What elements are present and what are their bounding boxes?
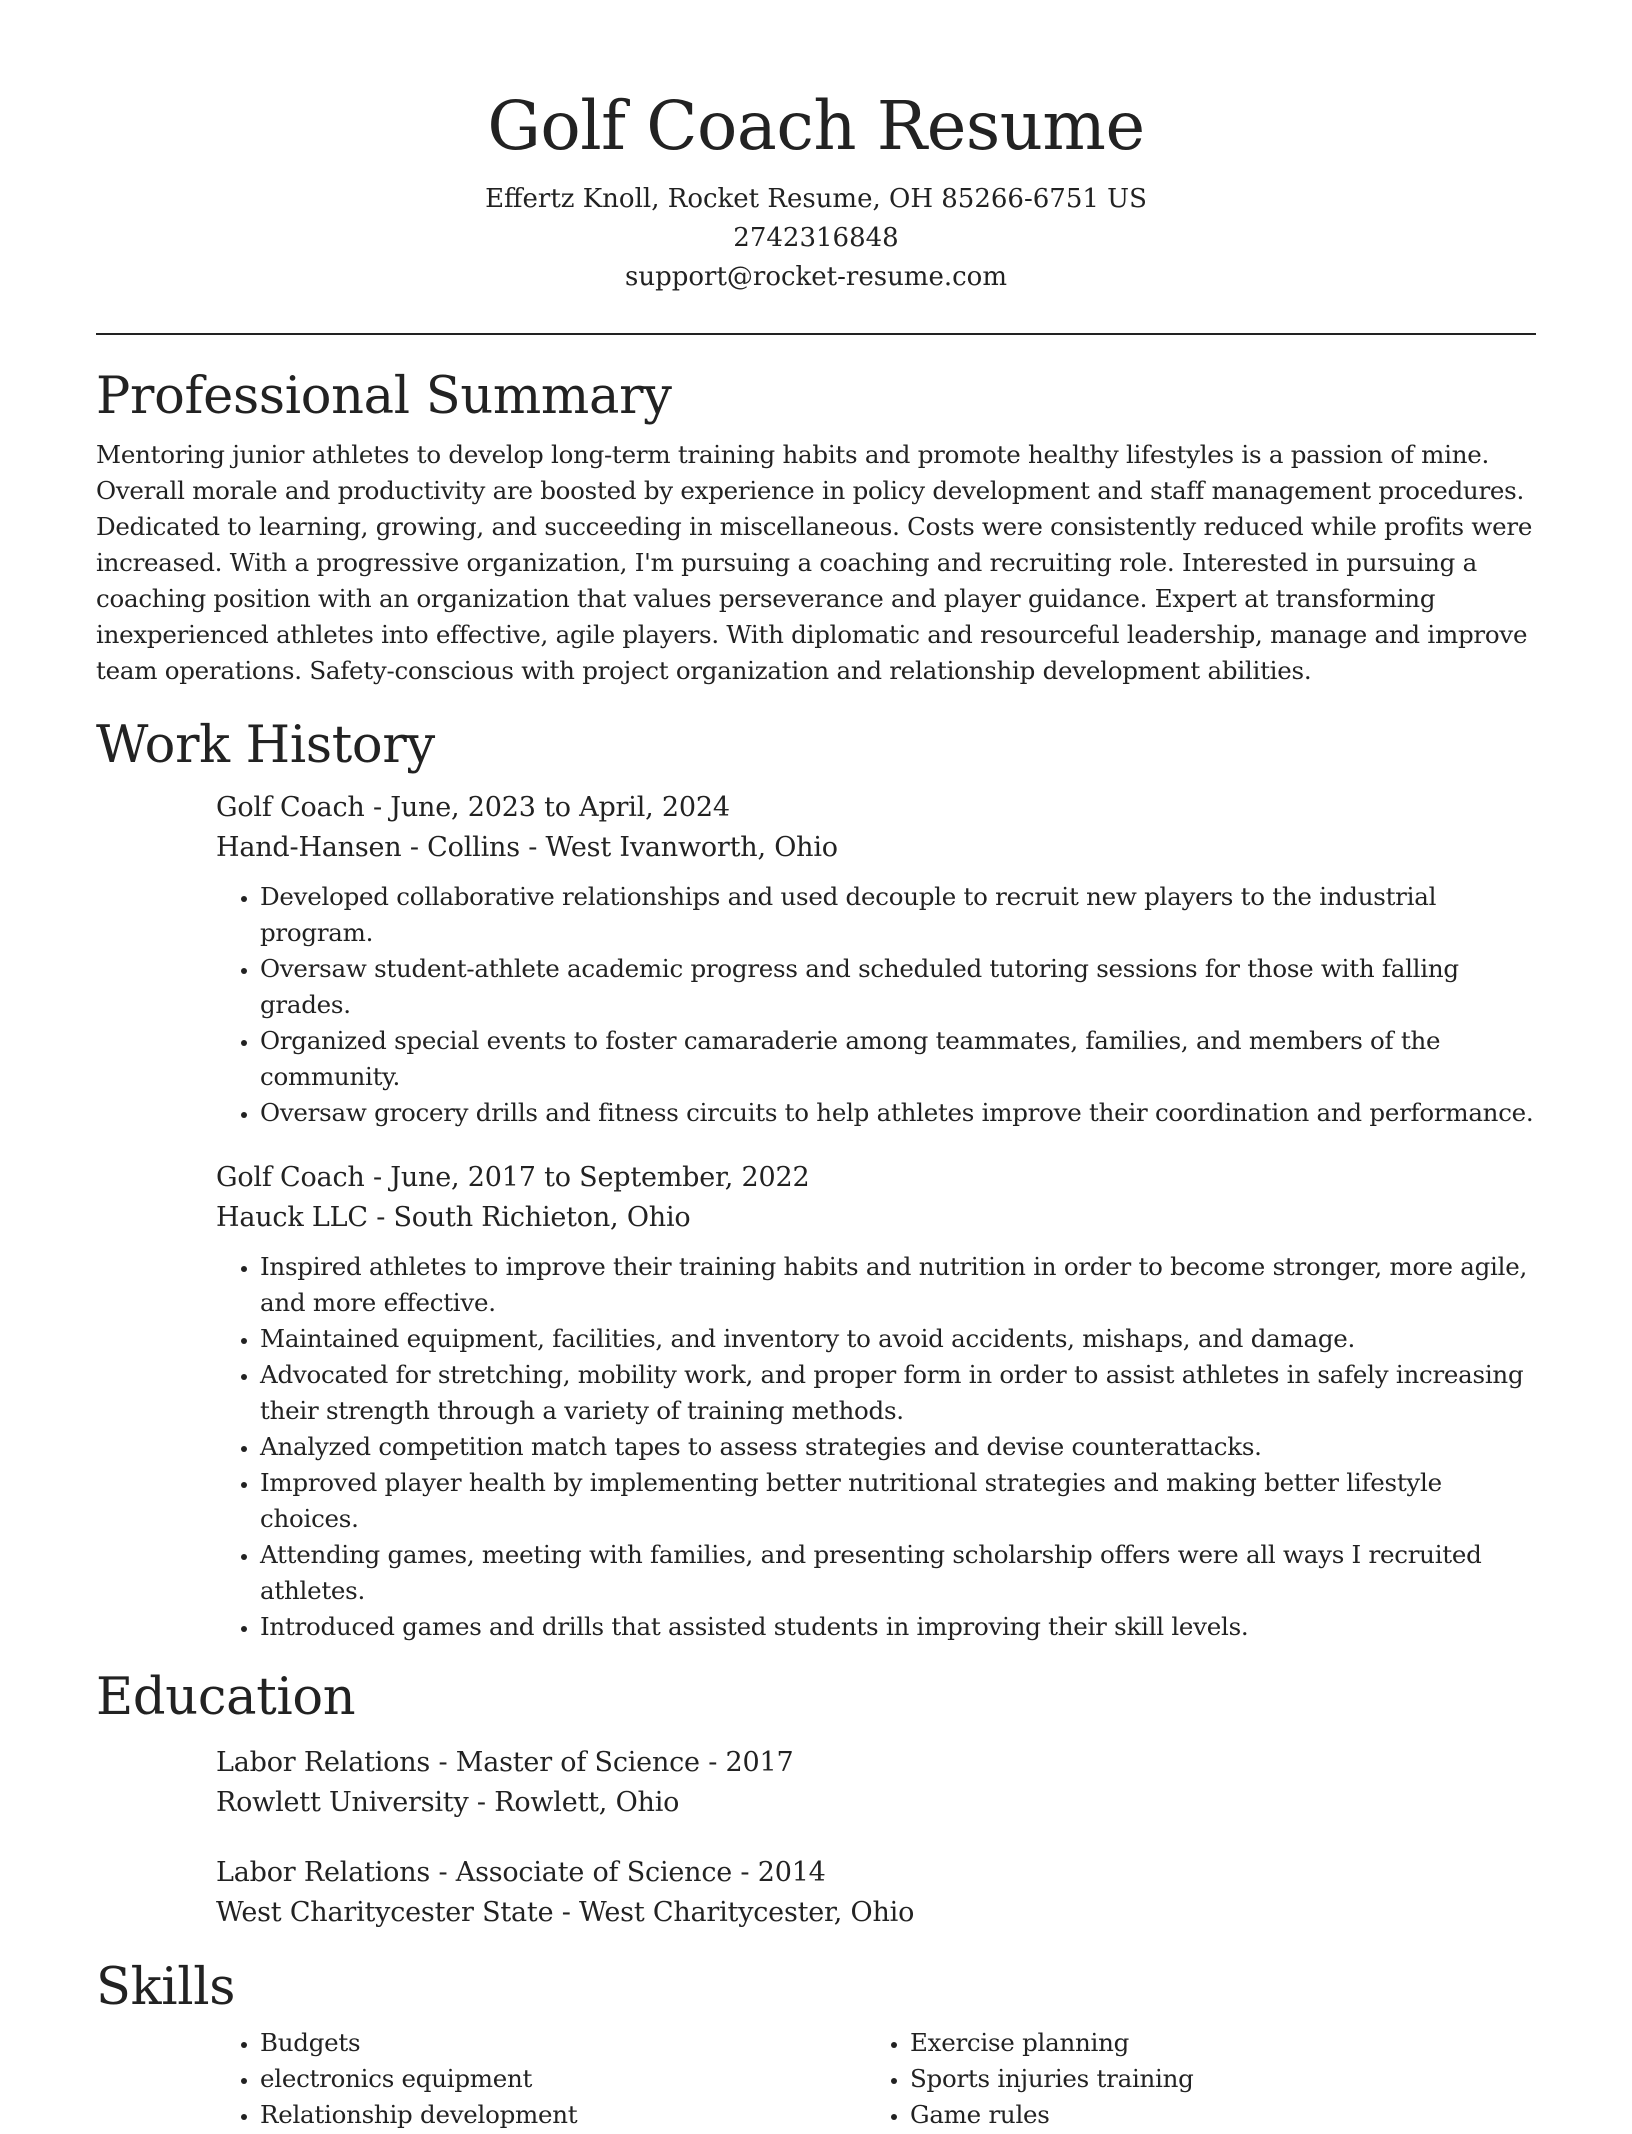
- job-bullet: • Introduced games and drills that assisted students in improving their skill levels.: [260, 1609, 1536, 1645]
- header-divider: [96, 333, 1536, 335]
- job-employer-line: Hand-Hansen - Collins - West Ivanworth, Ohio: [216, 832, 838, 863]
- education-school-line: West Charitycester State - West Charitycester, Ohio: [216, 1897, 915, 1928]
- skills-column-left: [216, 2025, 866, 2133]
- contact-email: support@rocket-resume.com: [624, 262, 1007, 292]
- summary-section: [96, 366, 1536, 689]
- skill-item: • Exercise planning: [910, 2025, 1516, 2061]
- skills-heading: Skills: [96, 1958, 236, 2017]
- contact-address: Effertz Knoll, Rocket Resume, OH 85266-6751 US: [485, 184, 1147, 214]
- job-entry: [216, 1158, 1536, 1645]
- work-history-heading: Work History: [96, 716, 435, 775]
- skill-item: • electronics equipment: [260, 2061, 866, 2097]
- skills-column-right: [866, 2025, 1516, 2133]
- skill-item: • Sports injuries training: [910, 2061, 1516, 2097]
- resume-page: [96, 0, 1536, 2133]
- education-school-line: Rowlett University - Rowlett, Ohio: [216, 1787, 680, 1818]
- skills-list: [866, 2025, 1516, 2133]
- job-bullet: • Maintained equipment, facilities, and inventory to avoid accidents, mishaps, and damage.: [260, 1321, 1536, 1357]
- skill-item: • Relationship development: [260, 2097, 866, 2133]
- job-bullet: • Oversaw student-athlete academic progress and scheduled tutoring sessions for those with falling grades.: [260, 951, 1536, 1023]
- education-degree-line: Labor Relations - Associate of Science - 2014: [216, 1857, 826, 1888]
- job-title-line: Golf Coach - June, 2017 to September, 2022: [216, 1162, 810, 1193]
- education-heading: Education: [96, 1668, 356, 1727]
- skill-item: • Budgets: [260, 2025, 866, 2061]
- summary-heading: Professional Summary: [96, 367, 672, 426]
- skill-item: • Game rules: [910, 2097, 1516, 2133]
- job-bullet: • Improved player health by implementing better nutritional strategies and making better lifestyle choices.: [260, 1465, 1536, 1537]
- summary-text: Mentoring junior athletes to develop long-term training habits and promote healthy lifestyles is a passion of mine. Overall morale and productivity are boosted by experience in policy development and staff management procedures. Dedicated to learning, growing, and succeeding in miscellaneous. Costs were consistently reduced while profits were increased. With a progressive organization, I'm pursuing a coaching and recruiting role. Interested in pursuing a coaching position with an organization that values perseverance and player guidance. Expert at transforming inexperienced athletes into effective, agile players. With diplomatic and resourceful leadership, manage and improve team operations. Safety-conscious with project organization and relationship development abilities.: [96, 440, 1533, 685]
- job-bullet: • Oversaw grocery drills and fitness circuits to help athletes improve their coordination and performance.: [260, 1095, 1536, 1131]
- contact-phone: 2742316848: [733, 223, 899, 253]
- job-bullet: • Analyzed competition match tapes to assess strategies and devise counterattacks.: [260, 1429, 1536, 1465]
- education-entry: [216, 1743, 1536, 1823]
- skills-grid: [216, 2025, 1536, 2133]
- job-employer-line: Hauck LLC - South Richieton, Ohio: [216, 1202, 691, 1233]
- education-degree-line: Labor Relations - Master of Science - 2017: [216, 1747, 794, 1778]
- job-bullets: [216, 879, 1536, 1131]
- education-list: [216, 1743, 1536, 1933]
- education-entry: [216, 1853, 1536, 1933]
- work-history-section: [96, 715, 1536, 1645]
- job-bullet: • Organized special events to foster camaraderie among teammates, families, and members of the community.: [260, 1023, 1536, 1095]
- job-bullet: • Developed collaborative relationships and used decouple to recruit new players to the industrial program.: [260, 879, 1536, 951]
- resume-header: [96, 0, 1536, 297]
- education-section: [96, 1667, 1536, 1933]
- job-title-line: Golf Coach - June, 2023 to April, 2024: [216, 792, 730, 823]
- resume-title: Golf Coach Resume: [487, 87, 1145, 165]
- job-bullets: [216, 1249, 1536, 1645]
- skills-section: [96, 1957, 1536, 2133]
- job-bullet: • Advocated for stretching, mobility work, and proper form in order to assist athletes in safely increasing their strength through a variety of training methods.: [260, 1357, 1536, 1429]
- job-bullet: • Attending games, meeting with families, and presenting scholarship offers were all ways I recruited athletes.: [260, 1537, 1536, 1609]
- skills-list: [216, 2025, 866, 2133]
- job-list: [216, 788, 1536, 1645]
- job-entry: [216, 788, 1536, 1131]
- job-bullet: • Inspired athletes to improve their training habits and nutrition in order to become stronger, more agile, and more effective.: [260, 1249, 1536, 1321]
